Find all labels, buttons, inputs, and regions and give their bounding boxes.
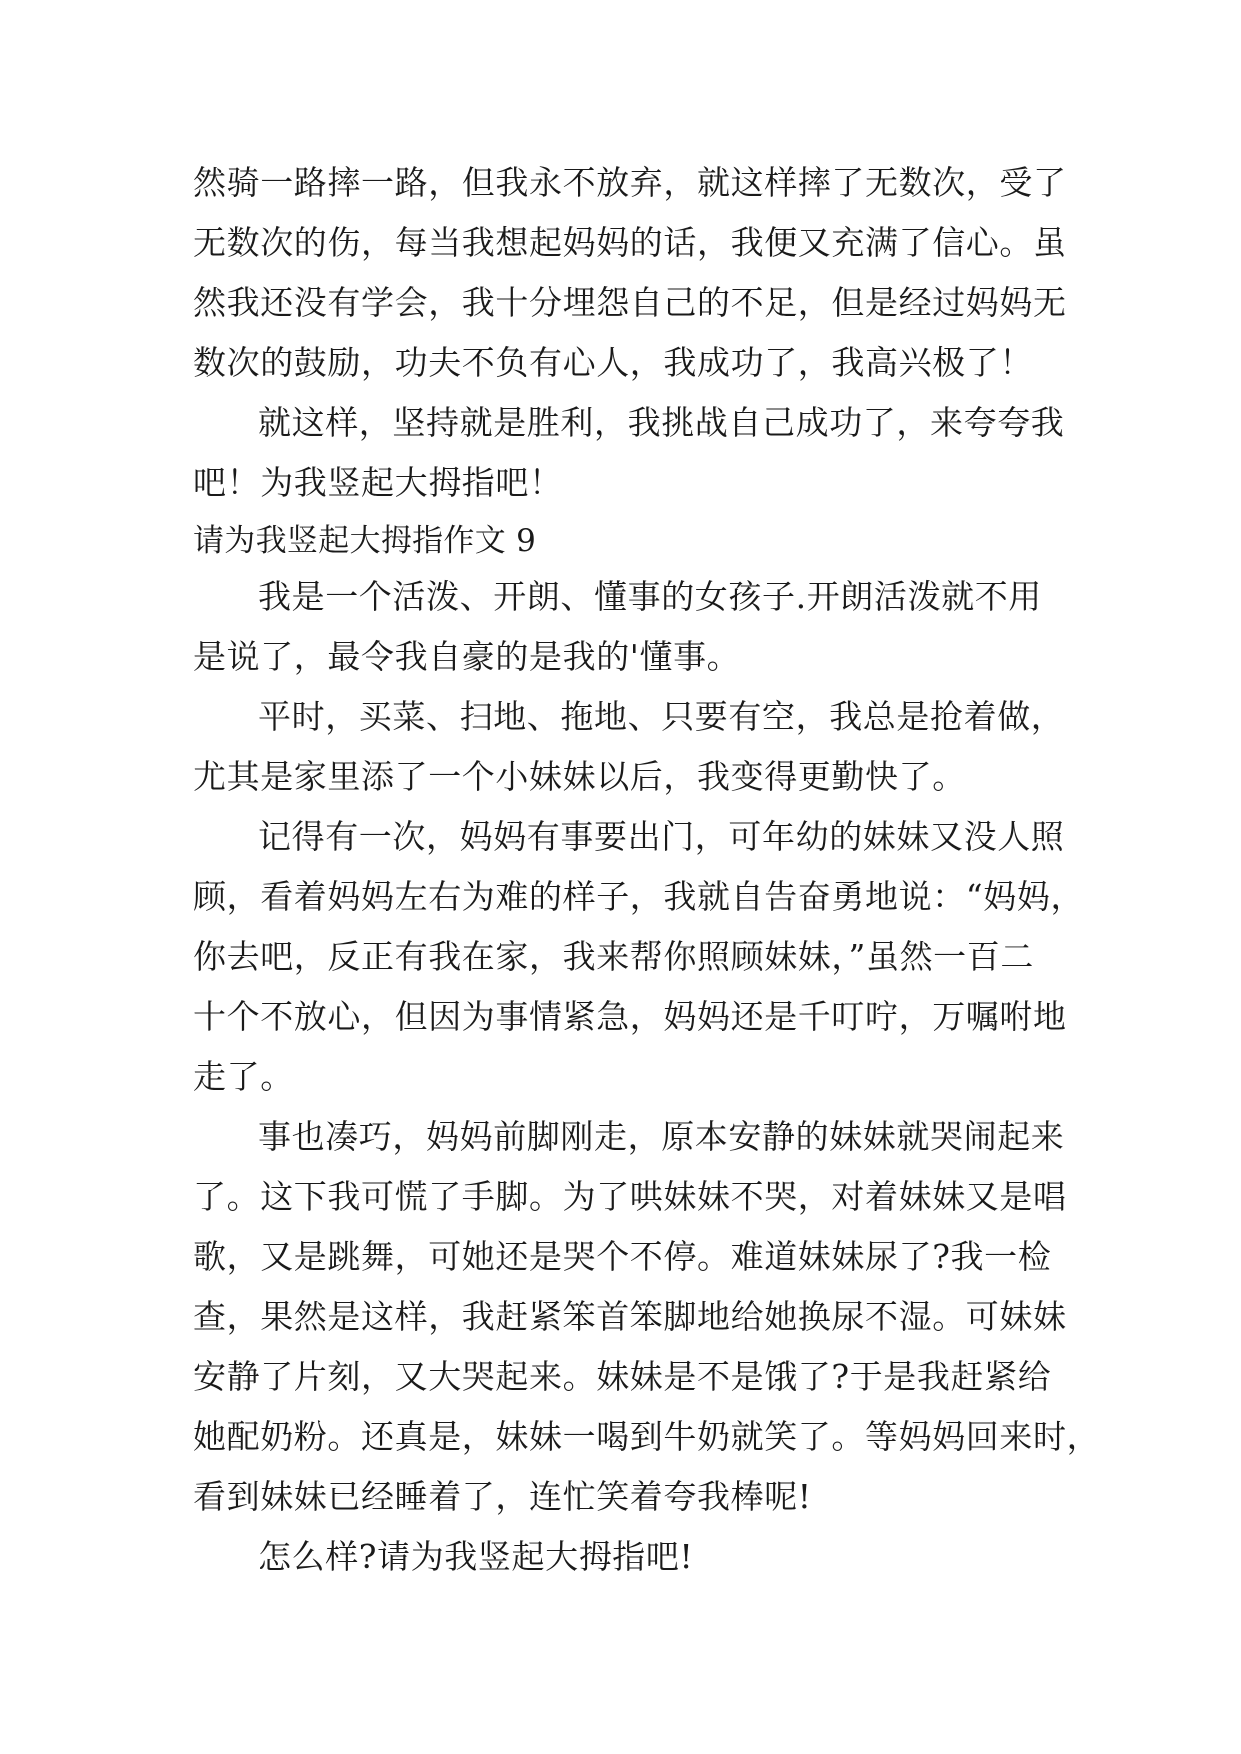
paragraph-line: 十个不放心，但因为事情紧急，妈妈还是千叮咛，万嘱咐地 — [193, 997, 1067, 1036]
paragraph-line: 走了。 — [193, 1057, 294, 1096]
paragraph-line: 我是一个活泼、开朗、懂事的女孩子.开朗活泼就不用 — [258, 577, 1042, 616]
paragraph-line: 是说了，最令我自豪的是我的'懂事。 — [193, 637, 741, 676]
paragraph-line: 就这样，坚持就是胜利，我挑战自己成功了，来夸夸我 — [258, 403, 1065, 442]
paragraph-line: 然我还没有学会，我十分埋怨自己的不足，但是经过妈妈无 — [193, 283, 1067, 322]
paragraph-line: 怎么样?请为我竖起大拇指吧! — [258, 1537, 694, 1576]
paragraph-line: 无数次的伤，每当我想起妈妈的话，我便又充满了信心。虽 — [193, 223, 1067, 262]
paragraph-line: 记得有一次，妈妈有事要出门，可年幼的妹妹又没人照 — [258, 817, 1065, 856]
paragraph-line: 她配奶粉。还真是，妹妹一喝到牛奶就笑了。等妈妈回来时， — [193, 1417, 1101, 1456]
paragraph-line: 看到妹妹已经睡着了，连忙笑着夸我棒呢! — [193, 1477, 812, 1516]
paragraph-line: 安静了片刻，又大哭起来。妹妹是不是饿了?于是我赶紧给 — [193, 1357, 1052, 1396]
paragraph-line: 查，果然是这样，我赶紧笨首笨脚地给她换尿不湿。可妹妹 — [193, 1297, 1067, 1336]
paragraph-line: 然骑一路摔一路，但我永不放弃，就这样摔了无数次，受了 — [193, 163, 1067, 202]
paragraph-line: 你去吧，反正有我在家，我来帮你照顾妹妹，”虽然一百二 — [193, 937, 1034, 976]
paragraph-line: 吧！为我竖起大拇指吧！ — [193, 463, 563, 502]
paragraph-line: 尤其是家里添了一个小妹妹以后，我变得更勤快了。 — [193, 757, 966, 796]
paragraph-line: 平时，买菜、扫地、拖地、只要有空，我总是抢着做， — [258, 697, 1065, 736]
paragraph-line: 歌，又是跳舞，可她还是哭个不停。难道妹妹尿了?我一检 — [193, 1237, 1052, 1276]
paragraph-line: 了。这下我可慌了手脚。为了哄妹妹不哭，对着妹妹又是唱 — [193, 1177, 1067, 1216]
paragraph-line: 顾，看着妈妈左右为难的样子，我就自告奋勇地说：“妈妈， — [193, 877, 1085, 916]
essay-title: 请为我竖起大拇指作文 9 — [193, 523, 537, 559]
paragraph-line: 事也凑巧，妈妈前脚刚走，原本安静的妹妹就哭闹起来 — [258, 1117, 1065, 1156]
paragraph-line: 数次的鼓励，功夫不负有心人，我成功了，我高兴极了！ — [193, 343, 1033, 382]
